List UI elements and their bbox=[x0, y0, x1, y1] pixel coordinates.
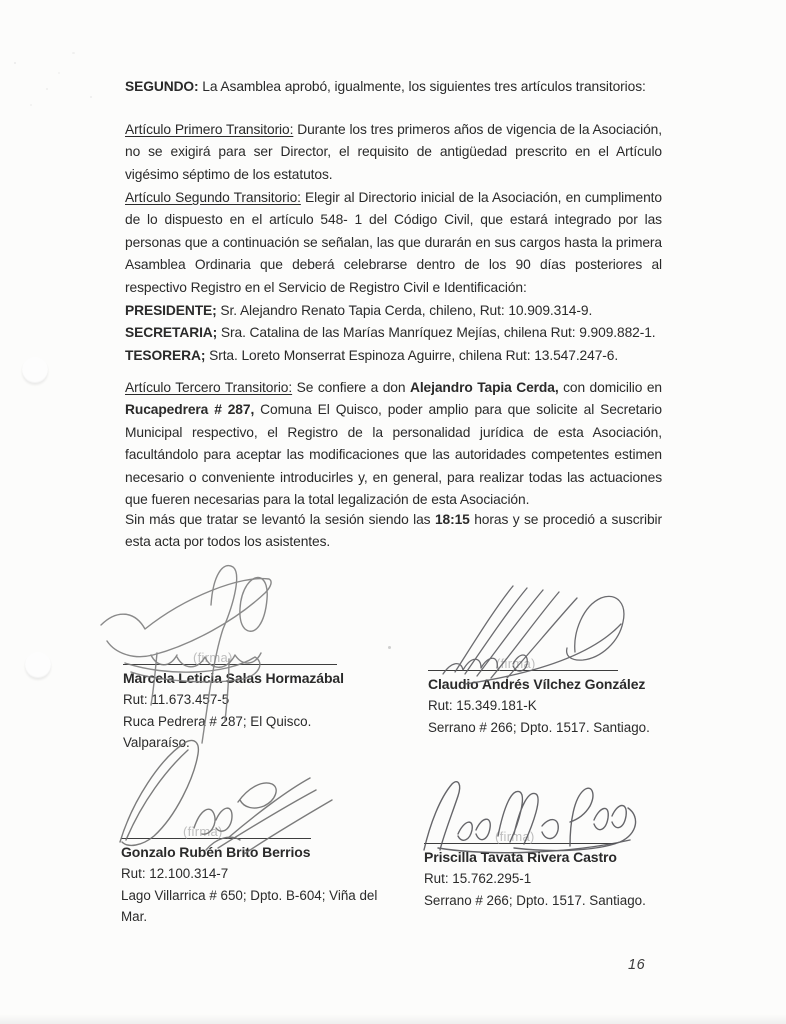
scan-speck bbox=[58, 72, 60, 74]
scan-speck bbox=[30, 104, 32, 106]
signatory-rut: Rut: 11.673.457-5 bbox=[123, 692, 230, 708]
signatory-address: Serrano # 266; Dpto. 1517. Santiago. bbox=[424, 892, 646, 908]
officer-role: SECRETARIA; bbox=[125, 325, 218, 341]
officer-role: PRESIDENTE; bbox=[125, 303, 217, 318]
signatory-rut: Rut: 15.349.181-K bbox=[428, 698, 537, 714]
firma-placeholder: (firma) bbox=[193, 650, 233, 665]
paragraph-articulo-tercero bbox=[125, 377, 662, 511]
signatory-name: Priscilla Tavata Rivera Castro bbox=[424, 849, 617, 865]
signature-block-gonzalo bbox=[121, 824, 381, 928]
articulo-tercero-bold-name: Alejandro Tapia Cerda, bbox=[409, 380, 559, 395]
hole-punch bbox=[22, 357, 48, 383]
signatory-address: Serrano # 266; Dpto. 1517. Santiago. bbox=[428, 719, 650, 735]
articulo-tercero-heading: Artículo Tercero Transitorio: bbox=[125, 380, 293, 395]
scan-edge-shadow bbox=[0, 1014, 786, 1024]
segundo-text: La Asamblea aprobó, igualmente, los siguientes tres artículos transitorios: bbox=[198, 79, 646, 94]
directorio-list bbox=[125, 300, 662, 367]
signatory-name: Claudio Andrés Vílchez González bbox=[428, 676, 646, 692]
signature-block-claudio bbox=[428, 656, 668, 738]
hole-punch bbox=[25, 652, 51, 678]
articulo-segundo-heading: Artículo Segundo Transitorio: bbox=[125, 190, 301, 205]
paragraph-segundo bbox=[125, 76, 662, 98]
articulo-primero-text: Durante los tres primeros años de vigencia de la Asociación, no se exigirá para ser Director, el requisito de antigüedad prescrito en el Artículo vigésimo séptimo de los estatutos. bbox=[125, 122, 662, 182]
officer-text: Srta. Loreto Monserrat Espinoza Aguirre, chilena Rut: 13.547.247-6. bbox=[205, 347, 619, 363]
officer-secretaria bbox=[125, 322, 662, 344]
signatory-rut: Rut: 12.100.314-7 bbox=[121, 866, 229, 882]
scan-speck bbox=[46, 88, 48, 90]
articulo-tercero-seg2: con domicilio en bbox=[558, 380, 662, 395]
officer-presidente bbox=[125, 300, 662, 322]
paragraph-articulo-segundo bbox=[125, 187, 662, 299]
signatory-name: Gonzalo Rubén Brito Berrios bbox=[121, 844, 311, 860]
paragraph-articulo-primero bbox=[125, 119, 662, 186]
cierre-hora: 18:15 bbox=[434, 512, 470, 527]
signature-block-marcela bbox=[123, 650, 373, 754]
officer-role: TESORERA; bbox=[125, 347, 206, 363]
segundo-label: SEGUNDO: bbox=[125, 79, 199, 94]
articulo-primero-heading: Artículo Primero Transitorio: bbox=[125, 122, 294, 137]
scan-speck bbox=[72, 52, 75, 54]
signatory-rut: Rut: 15.762.295-1 bbox=[424, 871, 532, 887]
firma-placeholder: (firma) bbox=[496, 656, 536, 671]
scan-speck bbox=[14, 62, 16, 64]
ink-speck bbox=[388, 646, 391, 649]
signatory-name: Marcela Leticia Salas Hormazábal bbox=[123, 670, 344, 686]
articulo-tercero-seg3: Comuna El Quisco, poder amplio para que solicite al Secretario Municipal respectivo, el Registro de la personalidad jurídica de esta Asociación, facultándolo para aceptar las modificaciones que las autoridades competentes estimen necesario o conveniente introducirles y, en general, para realizar todas las actuaciones que fueren necesarias para la total legalización de esta Asociación. bbox=[125, 402, 663, 508]
articulo-tercero-seg1: Se confiere a don bbox=[292, 380, 410, 395]
articulo-tercero-bold-address: Rucapedrera # 287, bbox=[125, 402, 255, 418]
cierre-seg2: horas y se procedió a suscribir esta acta por todos los asistentes. bbox=[125, 512, 662, 550]
officer-text: Sra. Catalina de las Marías Manríquez Mejías, chilena Rut: 9.909.882-1. bbox=[217, 325, 656, 341]
firma-placeholder: (firma) bbox=[495, 829, 535, 844]
page-number: 16 bbox=[628, 957, 646, 973]
scan-speck bbox=[90, 96, 92, 98]
signatory-address: Lago Villarrica # 650; Dpto. B-604; Viña del Mar. bbox=[121, 887, 378, 925]
paragraph-cierre bbox=[125, 509, 662, 554]
articulo-segundo-text: Elegir al Directorio inicial de la Asociación, en cumplimento de lo dispuesto en el artículo 548- 1 del Código Civil, que estará integrado por las personas que a continuación se señalan, las que durarán en sus cargos hasta la primera Asamblea Ordinaria que deberá celebrarse dentro de los 90 días posteriores al respectivo Registro en el Servicio de Registro Civil e Identificación: bbox=[125, 190, 662, 295]
cierre-seg1: Sin más que tratar se levantó la sesión siendo las bbox=[125, 512, 435, 527]
officer-text: Sr. Alejandro Renato Tapia Cerda, chileno, Rut: 10.909.314-9. bbox=[216, 303, 593, 318]
firma-placeholder: (firma) bbox=[183, 824, 223, 839]
officer-tesorera bbox=[125, 345, 662, 367]
signatory-address: Ruca Pedrera # 287; El Quisco. Valparaíso. bbox=[123, 713, 312, 751]
signature-block-priscilla bbox=[424, 829, 664, 911]
